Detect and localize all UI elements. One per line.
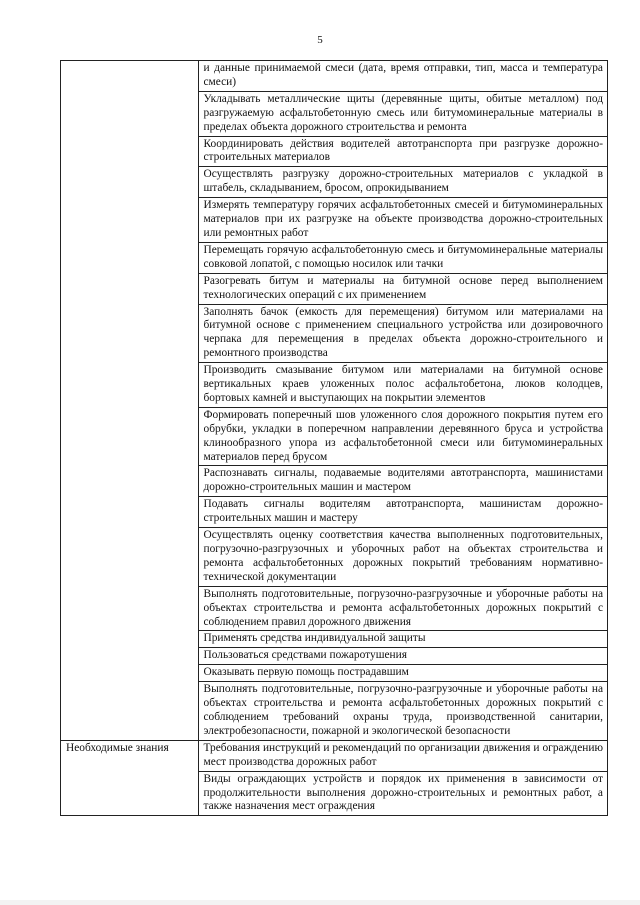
row-text: Координировать действия водителей автотранспорта при разгрузке дорожно-строительных материалов [198, 136, 608, 167]
row-text: Выполнять подготовительные, погрузочно-разгрузочные и уборочные работы на объектах строительства и ремонта асфальтобетонных дорожных покрытий с соблюдением требований охраны труда, производственной санитарии, электробезопасности, пожарной и экологической безопасности [198, 682, 608, 741]
row-text: Виды ограждающих устройств и порядок их применения в зависимости от продолжительности выполнения дорожно-строительных и ремонтных работ, а также назначения мест ограждения [198, 771, 608, 816]
row-text: Производить смазывание битумом или материалами на битумной основе вертикальных краев уложенных полос асфальтобетона, люков колодцев, бортовых камней и выступающих на покрытии элементов [198, 363, 608, 408]
row-text: Осуществлять разгрузку дорожно-строительных материалов с укладкой в штабель, складыванием, бросом, опрокидыванием [198, 167, 608, 198]
row-text: Укладывать металлические щиты (деревянные щиты, обитые металлом) под разгружаемую асфальтобетонную смесь или битумоминеральные материалы в пределах объекта дорожного строительства и ремонта [198, 91, 608, 136]
row-text: Подавать сигналы водителям автотранспорта, машинистам дорожно-строительных машин и мастеру [198, 497, 608, 528]
row-text: Осуществлять оценку соответствия качества выполненных подготовительных, погрузочно-разгрузочных и уборочных работ на объектах строительства и ремонта асфальтобетонных дорожных покрытий требованиям нормативно-технической документации [198, 528, 608, 587]
table-row [61, 740, 608, 771]
row-text: Разогревать битум и материалы на битумной основе перед выполнением технологических операций с их применением [198, 273, 608, 304]
left-cell-knowledge: Необходимые знания [61, 740, 199, 816]
page-bottom-edge [0, 900, 640, 905]
row-text: Выполнять подготовительные, погрузочно-разгрузочные и уборочные работы на объектах строительства и ремонта асфальтобетонных дорожных покрытий с соблюдением правил дорожного движения [198, 586, 608, 631]
row-text: и данные принимаемой смеси (дата, время отправки, тип, масса и температура смеси) [198, 61, 608, 92]
table-row [61, 61, 608, 92]
row-text: Требования инструкций и рекомендаций по организации движения и ограждению мест производства дорожных работ [198, 740, 608, 771]
page-number: 5 [317, 34, 323, 46]
row-text: Оказывать первую помощь пострадавшим [198, 665, 608, 682]
left-cell-skills [61, 61, 199, 741]
row-text: Перемещать горячую асфальтобетонную смесь и битумоминеральные материалы совковой лопатой, с помощью носилок или тачки [198, 242, 608, 273]
skills-table [60, 60, 608, 816]
row-text: Применять средства индивидуальной защиты [198, 631, 608, 648]
row-text: Заполнять бачок (емкость для перемещения) битумом или материалами на битумной основе с применением специального устройства или дозировочного черпака для перемещения в пределах объекта дорожно-строительного и ремонтного производства [198, 304, 608, 363]
row-text: Формировать поперечный шов уложенного слоя дорожного покрытия путем его обрубки, укладки в поперечном направлении деревянного бруса и устройства клинообразного упора из асфальтобетонной смеси или битумоминеральных материалов перед брусом [198, 407, 608, 466]
row-text: Пользоваться средствами пожаротушения [198, 648, 608, 665]
row-text: Распознавать сигналы, подаваемые водителями автотранспорта, машинистами дорожно-строительных машин и мастером [198, 466, 608, 497]
row-text: Измерять температуру горячих асфальтобетонных смесей и битумоминеральных материалов при их разгрузке на объекте производства дорожно-строительных или ремонтных работ [198, 198, 608, 243]
